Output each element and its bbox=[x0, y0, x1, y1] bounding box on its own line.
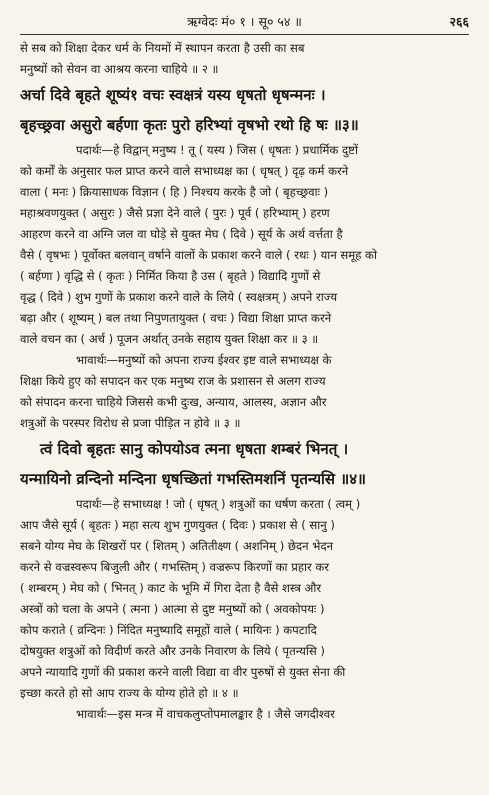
header-reference: ऋग्वेदः मं० १ । सू० ५४ ॥ bbox=[187, 13, 302, 29]
text-line: भावार्थः—इस मन्त्र में वाचकलुप्तोपमालङ्कार है । जैसे जगदीश्वर bbox=[76, 707, 335, 721]
text-line: वाला ( मनः ) क्रियासाधक विज्ञान ( हि ) निश्चय करके है जो ( बृहच्छ्रवाः ) bbox=[20, 185, 329, 199]
text-line: भावार्थः—मनुष्यों को अपना राज्य ईश्वर इष्ट वाले सभाध्यक्ष के bbox=[76, 353, 332, 367]
text-line: अपने न्यायादि गुणों की प्रकाश करने वाली विद्या वा वीर पुरुषों से युक्त सेना की bbox=[20, 665, 346, 679]
text-line: से सब को शिक्षा देकर धर्म के नियमों में स्थापन करता है उसी का सब bbox=[20, 41, 305, 55]
text-line: ( बर्हणा ) वृद्धि से ( कृतः ) निर्मित किया है उस ( बृहते ) विद्यादि गुणों से bbox=[20, 269, 321, 283]
text-line: महाश्रवणयुक्त ( असुरः ) जैसे प्रज्ञा देने वाले ( पुरः ) पूर्व ( हरिभ्याम् ) हरण bbox=[20, 206, 330, 220]
verse-line: बृहच्छ्रवा असुरो बर्हणा कृतः पुरो हरिभ्यां वृषभो रथो हि षः ॥३॥ bbox=[20, 116, 359, 134]
page-header bbox=[20, 8, 469, 35]
text-line: बढ़ा और ( शूष्यम् ) बल तथा निपुणतायुक्त ( वचः ) विद्या शिक्षा प्राप्त करने bbox=[20, 311, 332, 325]
text-line: अस्त्रों को चला के अपने ( त्मना ) आत्मा से दुष्ट मनुष्यों को ( अवकोपयः ) bbox=[20, 602, 325, 616]
page-number: २६६ bbox=[449, 13, 469, 29]
verse-line: यन्मायिनो व्रन्दिनो मन्दिना धृषच्छितां गभस्तिमशनिं पृतन्यसि ॥४॥ bbox=[20, 470, 367, 488]
text-line: वृद्ध ( दिवे ) शुभ गुणों के प्रकाश करने वाले के लिये ( स्वक्षत्रम् ) अपने राज्य bbox=[20, 290, 338, 304]
text-line: मनुष्यों को सेवन वा आश्रय करना चाहिये ॥ २ ॥ bbox=[20, 62, 219, 76]
text-line: इच्छा करते हो सो आप राज्य के योग्य होते हो ॥ ४ ॥ bbox=[20, 686, 239, 700]
text-line: को कर्मों के अनुसार फल प्राप्त करने वाले सभाध्यक्ष का ( धृषत् ) दृढ़ कर्म करने bbox=[20, 164, 349, 178]
text-line: पदार्थः—हे विद्वान् मनुष्य ! तू ( यस्य ) जिस ( धृषतः ) प्रधार्मिक दुष्टों bbox=[76, 143, 358, 157]
text-line: पदार्थः—हे सभाध्यक्ष ! जो ( धृषत् ) शत्रुओं का धर्षण करता ( त्वम् ) bbox=[76, 497, 361, 511]
text-line: आप जैसे सूर्य ( बृहतः ) महा सत्य शुभ गुणयुक्त ( दिवः ) प्रकाश से ( सानु ) bbox=[20, 518, 335, 532]
text-line: वाले वचन का ( अर्च ) पूजन अर्थात् उनके सहाय युक्त शिक्षा कर ॥ ३ ॥ bbox=[20, 332, 319, 346]
text-line: शत्रुओं के परस्पर विरोध से प्रजा पीड़ित न होवे ॥ ३ ॥ bbox=[20, 416, 241, 430]
text-line: कोप कराते ( व्रन्दिनः ) निंदित मनुष्यादि समूहों वाले ( मायिनः ) कपटादि bbox=[20, 623, 317, 637]
text-line: सबने योग्य मेघ के शिखरों पर ( शितम् ) अतितीक्ष्ण ( अशनिम् ) छेदन भेदन bbox=[20, 539, 334, 553]
text-line: शिक्षा किये हुए को सपादन कर एक मनुष्य राज के प्रशासन से अलग राज्य bbox=[20, 374, 326, 388]
verse-line: त्वं दिवो बृहतः सानु कोपयोऽव त्मना धृषता शम्बरं भिनत् । bbox=[40, 440, 349, 458]
text-line: करने से वज्रस्वरूप बिजुली और ( गभस्तिम् ) वज्ररूप किरणों का प्रहार कर bbox=[20, 560, 330, 574]
text-line: दोषयुक्त शत्रुओं को विदीर्ण करते और उनके निवारण के लिये ( पृतन्यसि ) bbox=[20, 644, 325, 658]
page-body bbox=[20, 38, 472, 725]
verse-line: अर्चा दिवे बृहते शूष्यं१ वचः स्वक्षत्रं यस्य धृषतो धृषन्मनः । bbox=[20, 86, 326, 104]
text-line: को संपादन करना चाहिये जिससे कभी दुःख, अन्याय, आलस्य, अज्ञान और bbox=[20, 395, 327, 409]
text-line: वैसे ( वृषभः ) पूर्वोक्त बलवान् वर्षाने वालों के प्रकाश करने वाले ( रथः ) यान समूह को bbox=[20, 248, 377, 262]
text-line: आहरण करने वा अग्नि जल वा घोड़े से युक्त मेघ ( दिवे ) सूर्य के अर्थ वर्त्तता है bbox=[20, 227, 343, 241]
text-line: ( शम्बरम् ) मेघ को ( भिनत् ) काट के भूमि में गिरा देता है वैसे शस्त्र और bbox=[20, 581, 322, 595]
